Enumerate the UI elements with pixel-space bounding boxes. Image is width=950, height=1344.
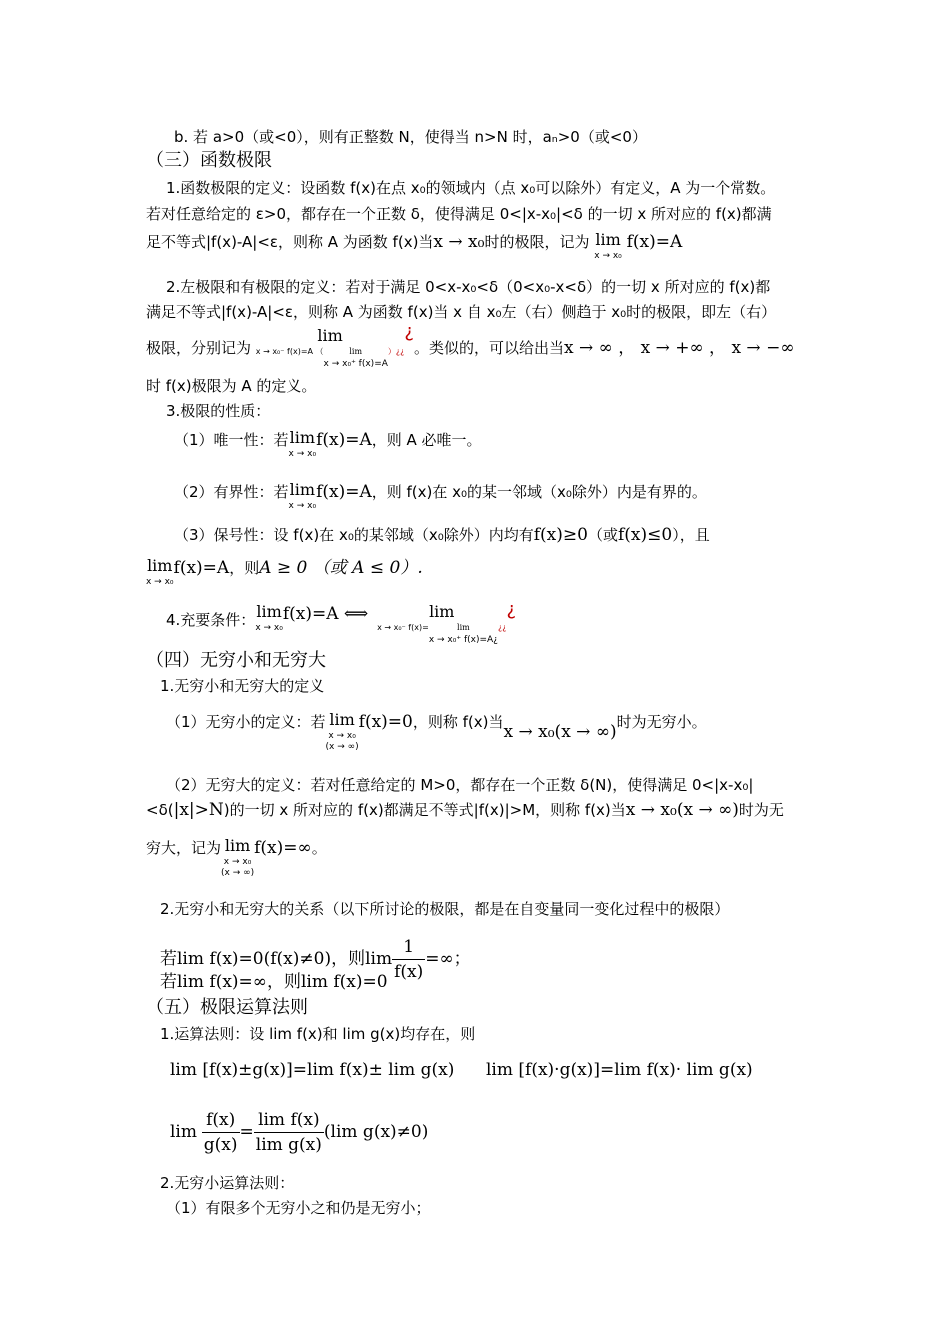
- def1-c-text: 足不等式|f(x)-A|<ε，则称 A 为函数 f(x)当: [146, 233, 434, 251]
- infinitesimal-definition: （1）无穷小的定义：若 lim x → x₀ (x → ∞) f(x)=0，则称 f(x)当x → x₀(x → ∞)时为无穷小。: [166, 710, 707, 752]
- infinitesimal-definition-title: 1.无穷小和无穷大的定义: [160, 677, 325, 695]
- infinity-definition-line-a: （2）无穷大的定义：若对任意给定的 M>0，都存在一个正数 δ(N)，使得满足 0<|x-x₀|: [166, 776, 754, 794]
- prop-sign-line-a: （3）保号性：设 f(x)在 x₀的某邻域（x₀除外）内均有f(x)≥0（或f(x)≤0），且: [174, 525, 710, 545]
- limit-notation: lim x → x₀: [594, 230, 622, 261]
- infinitesimal-rules-title: 2.无穷小运算法则：: [160, 1174, 295, 1192]
- product-rule-formula: lim [f(x)·g(x)]=lim f(x)· lim g(x): [486, 1060, 753, 1080]
- limit-notation: lim x → x₀: [255, 602, 283, 633]
- def2-line-b: 满足不等式|f(x)-A|<ε，则称 A 为函数 f(x)当 x 自 x₀左（右）侧趋于 x₀时的极限，即左（右）: [146, 303, 777, 321]
- limit-notation: lim x → x₀: [288, 428, 317, 459]
- one-sided-limit-notation: lim x → x₀⁻ f(x)= lim x → x₀⁺ f(x)=A¿ ¿¿: [377, 602, 507, 645]
- limit-notation: lim x → x₀ (x → ∞): [221, 836, 255, 878]
- section-five-title: （五）极限运算法则: [146, 997, 308, 1018]
- prop-uniqueness: （1）唯一性：若 lim x → x₀ f(x)=A，则 A 必唯一。: [174, 428, 482, 459]
- def2-line-c: [146, 321, 795, 371]
- relation-formula-one: 若lim f(x)=0(f(x)≠0)，则lim $\frac{1}{f(x)}$ =∞；: [160, 937, 471, 982]
- def1-line-c: [146, 232, 682, 261]
- def2-c-cases: x → ∞ ， x → +∞ ， x → −∞: [563, 338, 795, 358]
- relation-formula-two: 若lim f(x)=∞，则lim f(x)=0: [160, 972, 388, 992]
- def1-line-a: 1.函数极限的定义：设函数 f(x)在点 x₀的领域内（点 x₀可以除外）有定义，A 为一个常数。: [166, 179, 776, 197]
- quotient-rule-formula: lim $\frac{f(x)}{g(x)}$ = $\frac{\text{lim f(x)}}{\text{lim g(x)}}$ (lim g(x)≠0): [170, 1110, 429, 1155]
- infinity-definition-line-c: 穷大，记为 lim x → x₀ (x → ∞) f(x)=∞。: [146, 836, 327, 878]
- garbled-mark: ¿: [506, 599, 517, 620]
- limit-notation: lim x → x₀: [288, 480, 317, 511]
- necessary-sufficient-condition: 4.充要条件： lim x → x₀ f(x)=A ⟺ lim x → x₀⁻ f(x)= lim x → x₀⁺ f(x)=A¿ ¿¿ ¿: [166, 599, 517, 645]
- prop-boundedness: （2）有界性：若 lim x → x₀ f(x)=A，则 f(x)在 x₀的某一邻域（x₀除外）内是有界的。: [174, 480, 707, 511]
- prop-sign-line-b: lim x → x₀ f(x)=A，则A ≥ 0 （或 A ≤ 0）.: [146, 556, 423, 587]
- def1-c-mid: 时的极限，记为: [484, 233, 590, 251]
- def1-c-expr: f(x)=A: [626, 232, 683, 252]
- def2-line-a: 2.左极限和有极限的定义：若对于满足 0<x-x₀<δ（0<x₀-x<δ）的一切 x 所对应的 f(x)都: [166, 278, 771, 296]
- def1-c-arrow: x → x₀: [433, 232, 485, 252]
- limit-notation: lim x → x₀: [146, 556, 174, 587]
- def2-c-mid: 。类似的，可以给出当: [413, 339, 564, 357]
- sign-property-line: b. 若 a>0（或<0），则有正整数 N，使得当 n>N 时，aₙ>0（或<0）: [174, 128, 647, 146]
- reciprocal-fraction: $\frac{1}{f(x)}$: [394, 937, 424, 982]
- one-sided-limit-notation: lim x → x₀⁻ f(x)=A （ lim x → x₀⁺ f(x)=A ）¿¿: [255, 326, 405, 369]
- relation-title: 2.无穷小和无穷大的关系（以下所讨论的极限，都是在自变量同一变化过程中的极限）: [160, 900, 730, 918]
- def2-c-pre: 极限，分别记为: [146, 339, 252, 357]
- limit-notation: lim x → x₀ (x → ∞): [325, 710, 359, 752]
- infinitesimal-rule-one: （1）有限多个无穷小之和仍是无穷小；: [166, 1199, 431, 1217]
- properties-title: 3.极限的性质：: [166, 402, 271, 420]
- operation-rules-title: 1.运算法则：设 lim f(x)和 lim g(x)均存在，则: [160, 1025, 476, 1043]
- section-four-title: （四）无穷小和无穷大: [146, 650, 326, 671]
- def1-line-b: 若对任意给定的 ε>0，都存在一个正数 δ，使得满足 0<|x-x₀|<δ 的一切 x 所对应的 f(x)都满: [146, 205, 772, 223]
- garbled-mark: ¿: [404, 321, 414, 342]
- section-three-title: （三）函数极限: [146, 150, 272, 171]
- def2-line-d: 时 f(x)极限为 A 的定义。: [146, 377, 317, 395]
- sum-rule-formula: lim [f(x)±g(x)]=lim f(x)± lim g(x): [170, 1060, 455, 1080]
- infinity-definition-line-b: <δ(|x|>N)的一切 x 所对应的 f(x)都满足不等式|f(x)|>M，则称 f(x)当x → x₀(x → ∞)时为无: [146, 800, 784, 820]
